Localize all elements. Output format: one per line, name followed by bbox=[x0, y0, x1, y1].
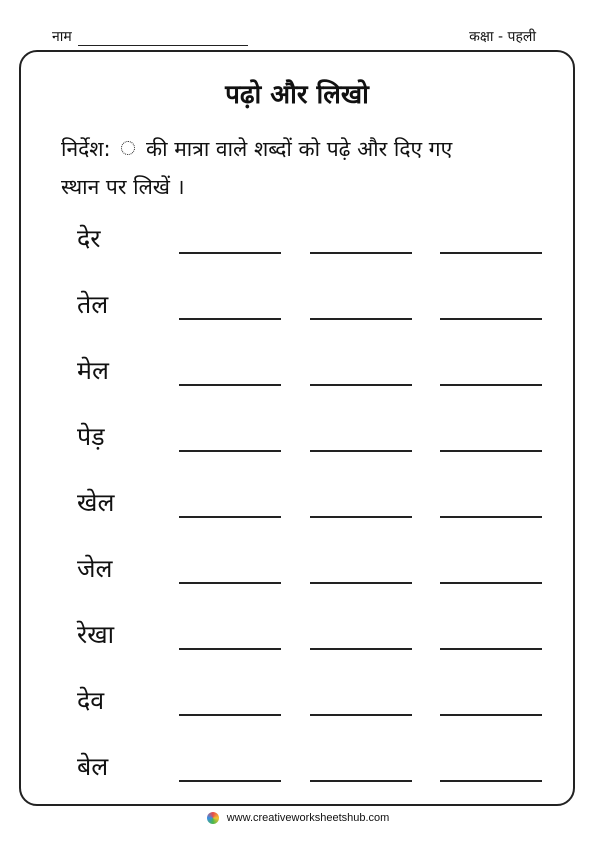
word-row bbox=[21, 290, 573, 320]
name-blank-line[interactable] bbox=[78, 31, 248, 46]
name-field bbox=[52, 27, 248, 46]
answer-blank-2[interactable] bbox=[310, 516, 412, 518]
answer-blank-2[interactable] bbox=[310, 582, 412, 584]
answer-blank-2[interactable] bbox=[310, 780, 412, 782]
word-row bbox=[21, 422, 573, 452]
word-row bbox=[21, 224, 573, 254]
worksheet-frame bbox=[19, 50, 575, 806]
word-label: बेल bbox=[77, 752, 109, 781]
answer-blank-1[interactable] bbox=[179, 582, 281, 584]
answer-blank-1[interactable] bbox=[179, 318, 281, 320]
word-label: देव bbox=[77, 686, 105, 715]
answer-blank-2[interactable] bbox=[310, 384, 412, 386]
answer-blank-3[interactable] bbox=[440, 714, 542, 716]
name-label: नाम bbox=[52, 29, 72, 45]
answer-blank-3[interactable] bbox=[440, 582, 542, 584]
word-row bbox=[21, 488, 573, 518]
website-link[interactable]: www.creativeworksheetshub.com bbox=[226, 812, 390, 824]
worksheet-title: पढ़ो और लिखो bbox=[225, 80, 369, 110]
worksheet-header bbox=[52, 27, 536, 47]
answer-blank-1[interactable] bbox=[179, 648, 281, 650]
instruction-text-line2: स्थान पर लिखें । bbox=[61, 175, 185, 199]
answer-blank-1[interactable] bbox=[179, 714, 281, 716]
answer-blank-2[interactable] bbox=[310, 648, 412, 650]
answer-blank-1[interactable] bbox=[179, 516, 281, 518]
instruction-text-line1: की मात्रा वाले शब्दों को पढ़े और दिए गए bbox=[145, 137, 453, 161]
instruction bbox=[61, 130, 543, 206]
answer-blank-3[interactable] bbox=[440, 450, 542, 452]
word-label: खेल bbox=[77, 488, 115, 517]
answer-blank-3[interactable] bbox=[440, 318, 542, 320]
word-row bbox=[21, 554, 573, 584]
answer-blank-2[interactable] bbox=[310, 318, 412, 320]
answer-blank-3[interactable] bbox=[440, 516, 542, 518]
answer-blank-3[interactable] bbox=[440, 384, 542, 386]
answer-blank-1[interactable] bbox=[179, 780, 281, 782]
word-label: देर bbox=[77, 224, 101, 253]
answer-blank-1[interactable] bbox=[179, 450, 281, 452]
site-logo-icon bbox=[207, 812, 219, 824]
word-label: रेखा bbox=[77, 620, 115, 649]
word-label: मेल bbox=[77, 356, 109, 385]
word-row bbox=[21, 752, 573, 782]
class-label: कक्षा - पहली bbox=[469, 29, 536, 45]
word-row bbox=[21, 356, 573, 386]
word-label: तेल bbox=[77, 290, 109, 319]
answer-blank-3[interactable] bbox=[440, 648, 542, 650]
word-label: पेड़ bbox=[77, 422, 105, 451]
footer bbox=[0, 812, 596, 824]
word-label: जेल bbox=[77, 554, 113, 583]
answer-blank-3[interactable] bbox=[440, 252, 542, 254]
e-matra-icon bbox=[117, 130, 139, 168]
answer-blank-2[interactable] bbox=[310, 252, 412, 254]
answer-blank-3[interactable] bbox=[440, 780, 542, 782]
word-row bbox=[21, 686, 573, 716]
answer-blank-2[interactable] bbox=[310, 450, 412, 452]
answer-blank-1[interactable] bbox=[179, 384, 281, 386]
word-row bbox=[21, 620, 573, 650]
answer-blank-1[interactable] bbox=[179, 252, 281, 254]
instruction-prefix: निर्देश: bbox=[61, 137, 111, 161]
answer-blank-2[interactable] bbox=[310, 714, 412, 716]
